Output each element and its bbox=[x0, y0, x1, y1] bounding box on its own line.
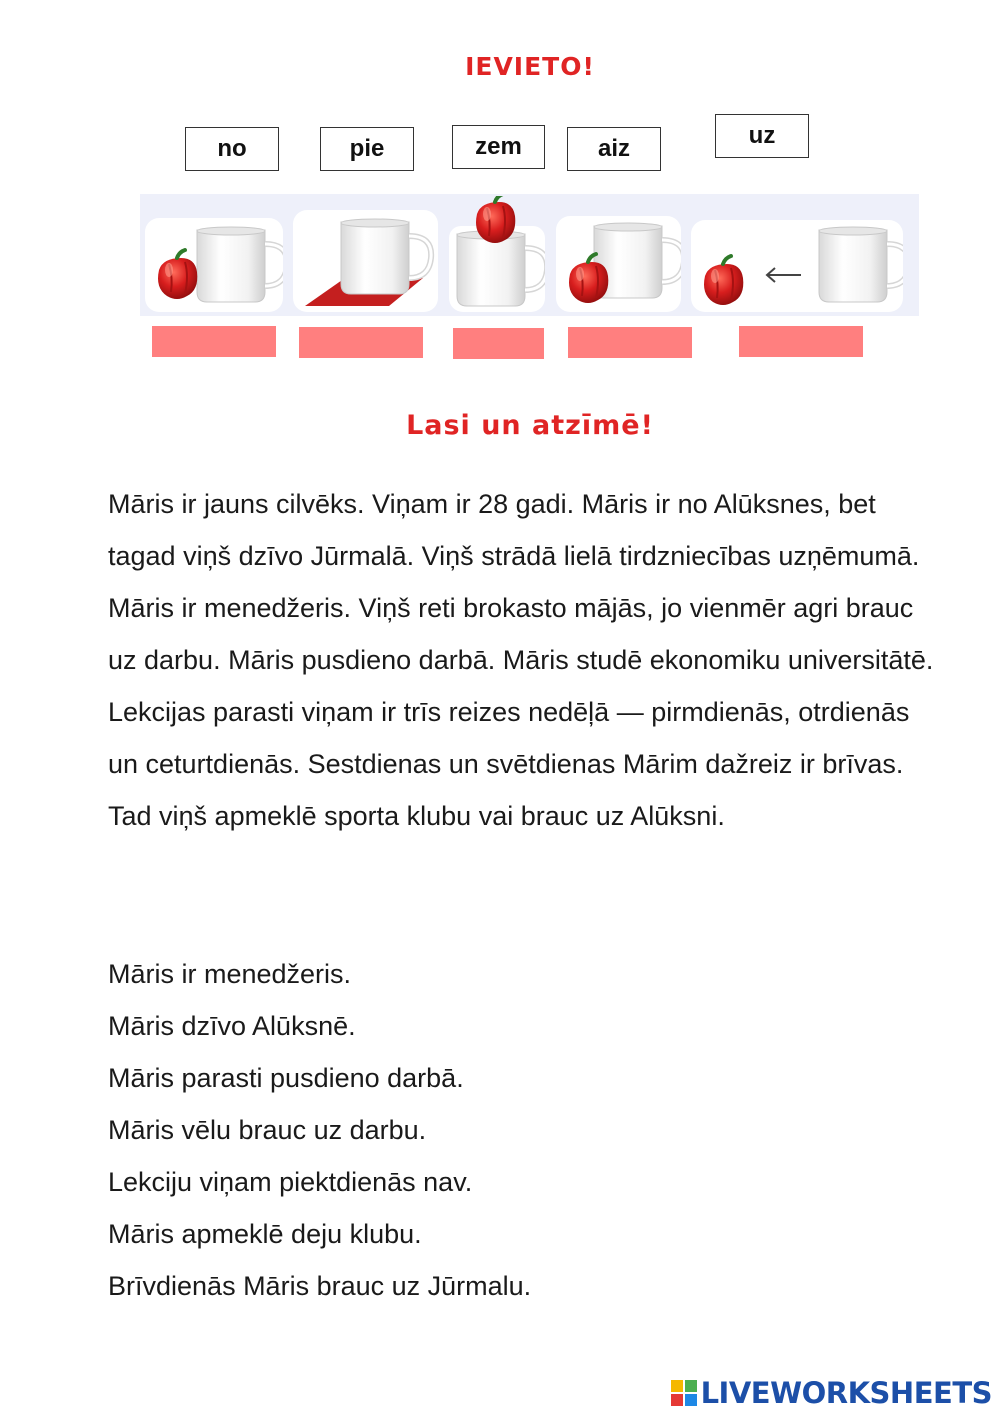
mug-on-napkin-icon bbox=[293, 210, 438, 312]
word-card-no[interactable]: no bbox=[185, 127, 279, 171]
answer-drop-zone-2[interactable] bbox=[299, 327, 423, 358]
pepper-on-mug-icon bbox=[449, 196, 545, 312]
answer-drop-zone-1[interactable] bbox=[152, 326, 276, 357]
pepper-in-front-of-mug-icon bbox=[556, 216, 681, 312]
statement-item[interactable]: Māris vēlu brauc uz darbu. bbox=[108, 1115, 427, 1145]
word-card-zem[interactable]: zem bbox=[452, 125, 545, 169]
statement-item[interactable]: Māris apmeklē deju klubu. bbox=[108, 1219, 422, 1249]
word-card-uz[interactable]: uz bbox=[715, 114, 809, 158]
scene-2-image bbox=[293, 210, 438, 312]
scene-3-image bbox=[449, 196, 545, 312]
reading-paragraph: Māris ir jauns cilvēks. Viņam ir 28 gadi. Māris ir no Alūksnes, bet tagad viņš dzīvo Jūrmalā. Viņš strādā lielā tirdzniecības uzņēmumā. Māris ir menedžeris. Viņš reti brokasto mājās, jo vienmēr agri brauc uz darbu. Māris pusdieno darbā. Māris studē ekonomiku universitātē. Lekcijas parasti viņam ir trīs reizes nedēļā — pirmdienās, otrdienās un ceturtdienās. Sestdienas un svētdienas Mārim dažreiz ir brīvas. Tad viņš apmeklē sporta klubu vai brauc uz Alūksni. bbox=[108, 489, 934, 831]
scene-4-image bbox=[556, 216, 681, 312]
liveworksheets-logo-icon bbox=[671, 1380, 697, 1406]
word-card-aiz[interactable]: aiz bbox=[567, 127, 661, 171]
pepper-beside-mug-icon bbox=[145, 218, 283, 312]
word-card-pie[interactable]: pie bbox=[320, 127, 414, 171]
answer-drop-zone-4[interactable] bbox=[568, 327, 692, 358]
statement-item[interactable]: Brīvdienās Māris brauc uz Jūrmalu. bbox=[108, 1271, 532, 1301]
statement-item[interactable]: Māris ir menedžeris. bbox=[108, 959, 352, 989]
section-title-lasi: Lasi un atzīmē! bbox=[406, 410, 654, 441]
statement-item[interactable]: Māris dzīvo Alūksnē. bbox=[108, 1011, 356, 1041]
pepper-away-from-mug-icon bbox=[691, 220, 903, 312]
scene-1-image bbox=[145, 218, 283, 312]
statement-list bbox=[108, 948, 531, 1312]
answer-drop-zone-5[interactable] bbox=[739, 326, 863, 357]
brand-name: LIVEWORKSHEETS bbox=[700, 1376, 992, 1410]
answer-drop-zone-3[interactable] bbox=[453, 328, 544, 359]
scene-5-image bbox=[691, 220, 903, 312]
section-title-ievieto: IEVIETO! bbox=[465, 52, 595, 81]
statement-item[interactable]: Māris parasti pusdieno darbā. bbox=[108, 1063, 464, 1093]
statement-item[interactable]: Lekciju viņam piektdienās nav. bbox=[108, 1167, 473, 1197]
liveworksheets-logo bbox=[671, 1376, 992, 1410]
